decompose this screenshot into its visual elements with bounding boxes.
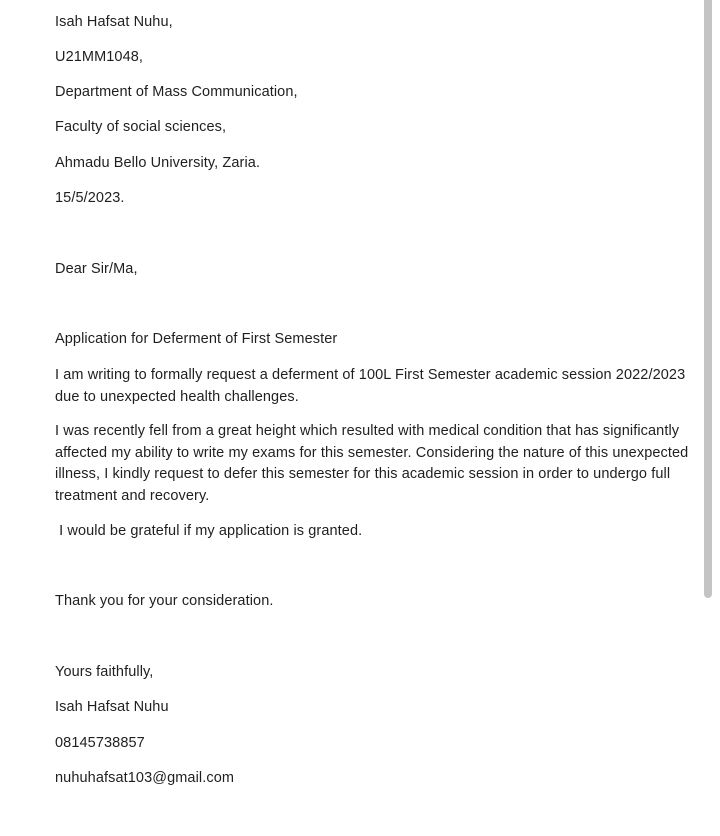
sender-reg-number: U21MM1048, <box>55 49 144 65</box>
letter-subject: Application for Deferment of First Semester <box>55 331 338 347</box>
sender-department: Department of Mass Communication, <box>55 84 298 100</box>
body-paragraph-1: I am writing to formally request a deferment of 100L First Semester academic session 2022/2023 due to unexpected health challenges. <box>55 367 686 405</box>
salutation: Dear Sir/Ma, <box>55 261 138 277</box>
thanks-line: Thank you for your consideration. <box>55 593 274 609</box>
body-paragraph-3: I would be grateful if my application is granted. <box>55 523 363 539</box>
letter-date: 15/5/2023. <box>55 190 125 206</box>
closing: Yours faithfully, <box>55 664 154 680</box>
sender-university: Ahmadu Bello University, Zaria. <box>55 155 261 171</box>
sender-name: Isah Hafsat Nuhu, <box>55 14 173 30</box>
body-paragraph-2: I was recently fell from a great height which resulted with medical condition that has significantly affected my ability to write my exams for this semester. Considering the nature of this unexpected illness, I kindly request to defer this semester for this academic session in order to undergo full treatment and recovery. <box>55 423 689 504</box>
signature-name: Isah Hafsat Nuhu <box>55 699 169 715</box>
scrollbar-thumb[interactable] <box>704 0 712 598</box>
sender-faculty: Faculty of social sciences, <box>55 119 227 135</box>
signature-email: nuhuhafsat103@gmail.com <box>55 770 235 786</box>
signature-phone: 08145738857 <box>55 735 145 751</box>
